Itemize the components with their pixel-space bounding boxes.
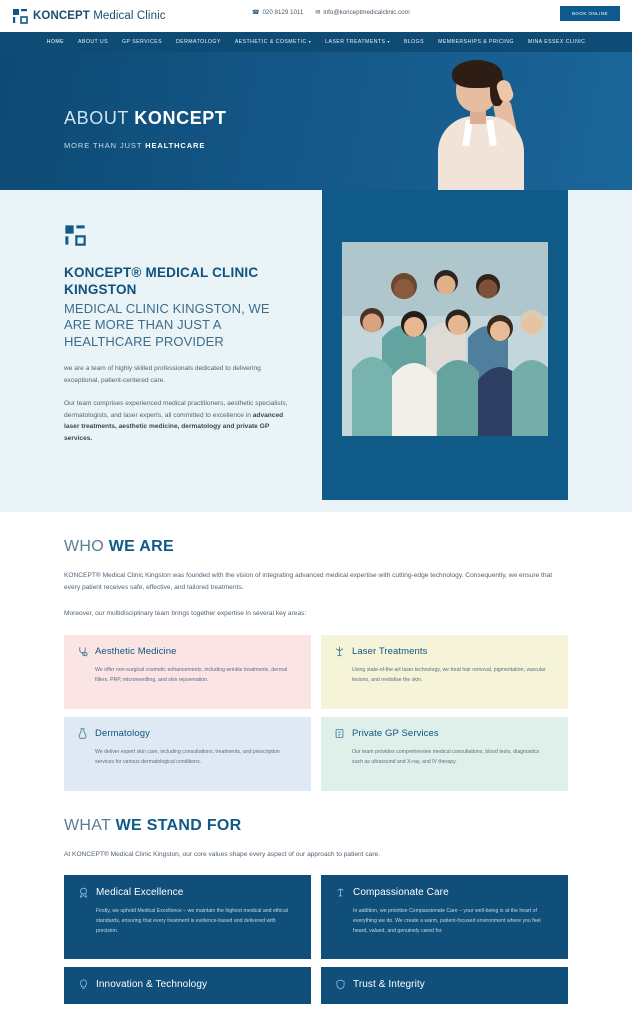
chevron-down-icon: ▾ (387, 39, 390, 44)
about-heading: KONCEPT® MEDICAL CLINIC KINGSTON (64, 265, 259, 298)
nav-item-gp-services[interactable] (122, 39, 162, 45)
nav-item-mina-essex-clinic[interactable] (528, 39, 586, 45)
card-header (334, 646, 555, 657)
card-text: Using state-of-the-art laser technology, we treat hair removal, pigmentation, vascular lesions, and revitalise the skin. (352, 666, 546, 683)
card-header (335, 887, 554, 898)
card-private-gp-services[interactable] (321, 717, 568, 791)
card-laser-treatments[interactable] (321, 635, 568, 709)
about-paragraph-2a: Our team comprises experienced medical practitioners, aesthetic specialists, dermatologists, and laser experts, all committed to excellence in (64, 400, 288, 419)
expertise-cards (64, 635, 568, 791)
stand-paragraph: At KONCEPT® Medical Clinic Kingston, our core values shape every aspect of our approach to patient care. (64, 850, 381, 858)
phone-link[interactable] (252, 9, 303, 16)
who-paragraph-1: KONCEPT® Medical Clinic Kingston was founded with the vision of integrating advanced medical expertise with cutting-edge technology. Consequently, we ensure that every patient receives safe, effective, and tailored treatments. (64, 572, 553, 592)
hero-text-block (64, 108, 227, 150)
stand-title-bold: WE STAND FOR (115, 816, 242, 834)
brand-logo-link[interactable] (12, 8, 166, 24)
nav-item-home[interactable] (47, 39, 64, 45)
card-header (78, 887, 297, 898)
medical-cross-logo-icon (12, 8, 28, 24)
nav-label: ABOUT US (78, 39, 109, 45)
card-title: Compassionate Care (353, 886, 449, 898)
card-header (77, 728, 298, 739)
card-dermatology[interactable] (64, 717, 311, 791)
card-title: Laser Treatments (352, 645, 428, 657)
book-online-button[interactable]: BOOK ONLINE (560, 6, 620, 21)
card-aesthetic-medicine[interactable] (64, 635, 311, 709)
email-address: info@konceptmedicalclinic.com (323, 9, 410, 16)
clipboard-gp-icon (334, 728, 345, 739)
brand-name (33, 10, 166, 22)
card-text: We deliver expert skin care, including consultations, treatments, and prescription services for various dermatological conditions. (95, 748, 280, 765)
nav-item-laser-treatments[interactable] (325, 39, 390, 45)
hero-subtitle (64, 141, 227, 150)
phone-number: 020 8129 1011 (262, 9, 304, 16)
heart-care-icon (335, 887, 346, 898)
top-bar (0, 0, 632, 32)
nav-label: MINA ESSEX CLINIC (527, 39, 586, 45)
contact-info (252, 9, 410, 16)
about-text-column (64, 224, 294, 444)
shield-trust-icon (335, 979, 346, 990)
card-text: Our team provides comprehensive medical consultations, blood tests, diagnostics such as ultrasound and X-ray, and IV therapy. (352, 748, 540, 765)
page-title (64, 108, 227, 129)
brand-name-strong: KONCEPT (33, 10, 90, 22)
lightbulb-innovation-icon (78, 979, 89, 990)
nav-item-memberships-pricing[interactable] (438, 39, 514, 45)
nav-item-dermatology[interactable] (176, 39, 221, 45)
nav-item-blogs[interactable] (404, 39, 424, 45)
medal-excellence-icon (78, 887, 89, 898)
about-image-frame (322, 190, 568, 500)
hero-sub-bold: HEALTHCARE (145, 141, 206, 150)
hero-title-bold: KONCEPT (134, 108, 227, 128)
laser-device-icon (334, 646, 345, 657)
who-we-are-section (0, 512, 632, 791)
card-text: In addition, we prioritise Compassionate Care – your well-being is at the heart of everything we do. We create a warm, patient-focused environment where you feel heard, valued, and genuinely cared for. (353, 907, 541, 935)
about-paragraph-2 (64, 398, 294, 444)
card-medical-excellence[interactable] (64, 875, 311, 959)
card-title: Dermatology (95, 727, 150, 739)
nav-label: AESTHETIC & COSMETIC (234, 39, 307, 45)
card-text: Firstly, we uphold Medical Excellence – we maintain the highest medical and ethical standards, ensuring that every treatment is evidence-based and delivered with precision. (96, 907, 288, 935)
who-title-light: WHO (64, 538, 109, 555)
woman-portrait-photo (412, 58, 542, 190)
card-header (77, 646, 298, 657)
stethoscope-icon (77, 646, 88, 657)
about-paragraph-2b: advanced laser treatments, aesthetic medicine, dermatology and private GP services. (64, 411, 284, 442)
values-cards (64, 875, 568, 1004)
card-trust-integrity[interactable] (321, 967, 568, 1004)
skin-flask-icon (77, 728, 88, 739)
envelope-icon: ✉ (315, 10, 321, 16)
who-paragraph-2: Moreover, our multidisciplinary team brings together expertise in several key areas: (64, 610, 307, 618)
hero-sub-light: MORE THAN JUST (64, 141, 146, 150)
stand-for-title (64, 817, 568, 835)
card-header (334, 728, 555, 739)
brand-name-thin: Medical Clinic (89, 10, 166, 22)
card-title: Innovation & Technology (96, 978, 208, 990)
card-title: Private GP Services (352, 727, 439, 739)
stand-title-light: WHAT (64, 816, 116, 834)
who-we-are-title (64, 538, 568, 556)
card-title: Trust & Integrity (353, 978, 425, 990)
clinic-team-group-photo (342, 242, 548, 436)
phone-icon: ☎ (252, 10, 260, 16)
nav-label: BLOGS (403, 39, 425, 45)
email-link[interactable] (315, 9, 409, 16)
nav-item-about-us[interactable] (78, 39, 108, 45)
nav-label: MEMBERSHIPS & PRICING (438, 39, 514, 45)
main-navigation (0, 32, 632, 52)
card-compassionate-care[interactable] (321, 875, 568, 959)
nav-label: GP SERVICES (122, 39, 162, 45)
about-paragraph-1: we are a team of highly skilled professionals dedicated to delivering exceptional, patient-centered care. (64, 365, 261, 384)
nav-label: DERMATOLOGY (175, 39, 221, 45)
chevron-down-icon: ▾ (308, 39, 312, 44)
about-section (0, 190, 632, 512)
card-header (78, 979, 297, 990)
who-title-bold: WE ARE (108, 538, 174, 555)
card-text: We offer non-surgical cosmetic enhancements, including wrinkle treatments, dermal fillers, PRP, microneedling, and skin rejuvenation. (95, 666, 288, 683)
hero-title-light: ABOUT (64, 108, 135, 128)
medical-cross-logo-icon (64, 224, 294, 246)
hero-banner (0, 52, 632, 190)
nav-label: LASER TREATMENTS (325, 39, 386, 45)
card-innovation-technology[interactable] (64, 967, 311, 1004)
nav-item-aesthetic-cosmetic[interactable] (235, 39, 311, 45)
about-subheading: MEDICAL CLINIC KINGSTON, WE ARE MORE THAN JUST A HEALTHCARE PROVIDER (64, 300, 270, 350)
card-title: Medical Excellence (96, 886, 184, 898)
card-title: Aesthetic Medicine (95, 645, 177, 657)
nav-label: HOME (46, 39, 65, 45)
what-we-stand-for-section (0, 791, 632, 1004)
card-header (335, 979, 554, 990)
